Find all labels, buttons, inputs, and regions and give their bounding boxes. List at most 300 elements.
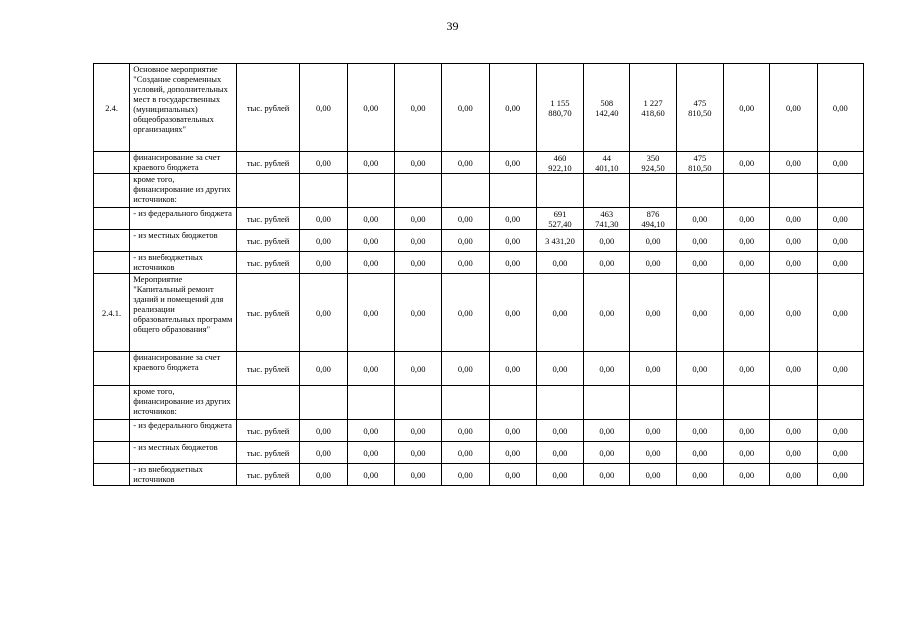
value-cell (770, 230, 817, 252)
value-text: 0,00 (505, 363, 521, 374)
value-cell (584, 352, 630, 386)
table-row (94, 64, 864, 152)
value-cell (300, 230, 347, 252)
value-cell (584, 442, 630, 464)
value-text: 0,00 (645, 235, 661, 246)
value-text: 0,00 (316, 102, 331, 113)
value-cell (347, 230, 394, 252)
value-cell (676, 386, 723, 420)
budget-table (93, 63, 864, 486)
value-cell (770, 386, 817, 420)
value-cell (489, 208, 536, 230)
value-text: 0,00 (786, 102, 801, 113)
row-number-cell: 2.4. (94, 64, 130, 152)
value-cell (442, 230, 489, 252)
value-cell (817, 174, 863, 208)
value-text: 0,00 (832, 425, 848, 436)
value-cell (442, 464, 489, 486)
value-text: 0,00 (599, 469, 615, 480)
value-cell (394, 386, 441, 420)
row-unit-cell (236, 174, 299, 208)
value-cell (536, 208, 583, 230)
value-cell (676, 464, 723, 486)
value-cell (536, 464, 583, 486)
table-row (94, 386, 864, 420)
value-cell (630, 152, 676, 174)
value-text: 0,00 (363, 469, 379, 480)
value-cell (394, 230, 441, 252)
value-cell (584, 174, 630, 208)
value-text: 0,00 (410, 102, 426, 113)
row-unit-cell (236, 386, 299, 420)
value-cell (394, 208, 441, 230)
value-text: 475 810,50 (688, 152, 712, 173)
value-cell (584, 274, 630, 352)
value-cell (300, 352, 347, 386)
value-cell (770, 464, 817, 486)
value-text: 0,00 (505, 469, 521, 480)
value-text: 0,00 (645, 307, 661, 318)
value-cell (442, 352, 489, 386)
value-text: 0,00 (457, 425, 473, 436)
value-cell (347, 442, 394, 464)
value-text: 0,00 (739, 257, 755, 268)
value-text: 0,00 (457, 469, 473, 480)
value-text: 0,00 (552, 307, 568, 318)
row-number-cell (94, 252, 130, 274)
value-cell (442, 420, 489, 442)
value-cell (676, 274, 723, 352)
value-cell (489, 274, 536, 352)
value-cell (536, 64, 583, 152)
value-cell (724, 152, 770, 174)
value-text: 1 227 418,60 (641, 97, 665, 118)
value-text: 0,00 (599, 307, 615, 318)
value-text: 1 155 880,70 (548, 97, 572, 118)
value-text: 0,00 (739, 425, 755, 436)
value-cell (442, 274, 489, 352)
value-text: 0,00 (457, 363, 473, 374)
value-cell (442, 442, 489, 464)
value-text: 0,00 (316, 157, 331, 168)
value-cell (676, 352, 723, 386)
value-cell (676, 252, 723, 274)
value-cell (584, 230, 630, 252)
value-cell (770, 420, 817, 442)
table-row (94, 252, 864, 274)
value-text: 0,00 (739, 363, 755, 374)
value-cell (676, 174, 723, 208)
row-unit-cell: тыс. рублей (236, 464, 299, 486)
value-text: 0,00 (599, 235, 615, 246)
table-row (94, 152, 864, 174)
value-cell (442, 386, 489, 420)
value-cell (536, 152, 583, 174)
value-cell (584, 252, 630, 274)
value-cell (300, 252, 347, 274)
value-cell (489, 442, 536, 464)
value-text: 0,00 (457, 213, 473, 224)
row-unit-cell: тыс. рублей (236, 208, 299, 230)
value-cell (394, 174, 441, 208)
value-text: 0,00 (832, 257, 848, 268)
value-text: 0,00 (552, 257, 568, 268)
value-cell (770, 152, 817, 174)
value-text: 0,00 (552, 363, 568, 374)
row-unit-cell: тыс. рублей (236, 152, 299, 174)
value-cell (442, 208, 489, 230)
value-cell (442, 252, 489, 274)
value-cell (442, 174, 489, 208)
value-cell (489, 174, 536, 208)
value-cell (489, 64, 536, 152)
value-cell (300, 64, 347, 152)
row-number-cell (94, 442, 130, 464)
value-text: 0,00 (786, 235, 801, 246)
value-cell (817, 152, 863, 174)
value-cell (817, 64, 863, 152)
value-text: 0,00 (832, 213, 848, 224)
value-text: 0,00 (692, 469, 708, 480)
value-text: 0,00 (645, 469, 661, 480)
value-text: 0,00 (692, 235, 708, 246)
value-text: 0,00 (505, 235, 521, 246)
value-text: 0,00 (832, 235, 848, 246)
value-text: 0,00 (739, 157, 755, 168)
value-cell (817, 208, 863, 230)
page-number: 39 (446, 19, 459, 33)
value-cell (630, 442, 676, 464)
value-cell (300, 174, 347, 208)
value-text: 0,00 (457, 307, 473, 318)
value-text: 0,00 (552, 425, 568, 436)
value-text: 0,00 (599, 447, 615, 458)
value-cell (536, 252, 583, 274)
value-cell (630, 64, 676, 152)
row-unit-cell: тыс. рублей (236, 230, 299, 252)
table-row (94, 464, 864, 486)
value-cell (300, 208, 347, 230)
value-cell (630, 252, 676, 274)
row-name-cell: кроме того, финансирование из других источников: (130, 386, 237, 420)
row-name-cell: - из внебюджетных источников (130, 252, 237, 274)
value-cell (724, 352, 770, 386)
value-cell (584, 64, 630, 152)
value-cell (300, 274, 347, 352)
value-text: 0,00 (363, 235, 379, 246)
row-unit-cell: тыс. рублей (236, 274, 299, 352)
table-row (94, 230, 864, 252)
row-number-cell (94, 174, 130, 208)
row-name-cell: - из федерального бюджета (130, 420, 237, 442)
value-text: 0,00 (363, 425, 379, 436)
value-text: 0,00 (505, 425, 521, 436)
value-text: 0,00 (410, 363, 426, 374)
value-text: 0,00 (410, 469, 426, 480)
value-cell (347, 64, 394, 152)
row-number-cell: 2.4.1. (94, 274, 130, 352)
value-cell (724, 442, 770, 464)
row-name-cell: - из местных бюджетов (130, 442, 237, 464)
value-cell (817, 442, 863, 464)
table-row (94, 420, 864, 442)
row-number-cell (94, 352, 130, 386)
value-text: 876 494,10 (641, 208, 665, 229)
value-cell (724, 174, 770, 208)
value-text: 475 810,50 (688, 97, 712, 118)
value-text: 0,00 (457, 235, 473, 246)
value-cell (630, 352, 676, 386)
value-text: 0,00 (410, 213, 426, 224)
value-cell (489, 420, 536, 442)
value-text: 0,00 (739, 213, 755, 224)
value-cell (630, 230, 676, 252)
value-cell (817, 274, 863, 352)
value-cell (394, 420, 441, 442)
value-cell (394, 274, 441, 352)
table-row (94, 274, 864, 352)
value-text: 0,00 (505, 213, 521, 224)
value-text: 0,00 (316, 425, 331, 436)
value-text: 0,00 (505, 102, 521, 113)
value-cell (630, 274, 676, 352)
value-text: 0,00 (692, 425, 708, 436)
value-text: 0,00 (316, 307, 331, 318)
value-cell (536, 420, 583, 442)
value-cell (394, 152, 441, 174)
value-text: 0,00 (692, 257, 708, 268)
value-cell (770, 442, 817, 464)
value-cell (347, 420, 394, 442)
value-text: 0,00 (410, 257, 426, 268)
value-cell (536, 442, 583, 464)
value-text: 0,00 (786, 363, 801, 374)
table-row (94, 352, 864, 386)
value-text: 0,00 (363, 363, 379, 374)
value-text: 44 401,10 (595, 152, 619, 173)
row-name-cell: - из местных бюджетов (130, 230, 237, 252)
value-text: 0,00 (692, 363, 708, 374)
row-name-cell: финансирование за счет краевого бюджета (130, 152, 237, 174)
value-cell (300, 420, 347, 442)
value-text: 0,00 (599, 363, 615, 374)
value-cell (347, 386, 394, 420)
value-text: 463 741,30 (595, 208, 619, 229)
value-cell (347, 274, 394, 352)
value-text: 0,00 (645, 425, 661, 436)
value-cell (676, 230, 723, 252)
value-text: 0,00 (316, 213, 331, 224)
value-text: 0,00 (599, 425, 615, 436)
value-text: 0,00 (316, 363, 331, 374)
value-cell (536, 386, 583, 420)
value-cell (817, 420, 863, 442)
value-cell (394, 252, 441, 274)
row-number-cell (94, 420, 130, 442)
value-cell (770, 174, 817, 208)
row-unit-cell: тыс. рублей (236, 420, 299, 442)
value-text: 0,00 (457, 102, 473, 113)
row-name-cell: Основное мероприятие "Создание современных условий, дополнительных мест в государственных (муниципальных) общеобразовательных организациях" (130, 64, 237, 152)
value-cell (300, 386, 347, 420)
row-name-cell: - из федерального бюджета (130, 208, 237, 230)
value-text: 0,00 (316, 257, 331, 268)
value-cell (347, 252, 394, 274)
table-row (94, 208, 864, 230)
value-cell (394, 352, 441, 386)
value-text: 0,00 (645, 257, 661, 268)
value-text: 0,00 (316, 469, 331, 480)
value-cell (770, 252, 817, 274)
row-unit-cell: тыс. рублей (236, 252, 299, 274)
value-cell (300, 152, 347, 174)
value-text: 0,00 (363, 447, 379, 458)
value-cell (347, 208, 394, 230)
value-text: 0,00 (739, 235, 755, 246)
value-text: 0,00 (786, 213, 801, 224)
value-cell (724, 420, 770, 442)
row-name-cell: - из внебюджетных источников (130, 464, 237, 486)
value-cell (347, 152, 394, 174)
row-name-cell: финансирование за счет краевого бюджета (130, 352, 237, 386)
value-cell (347, 464, 394, 486)
value-text: 0,00 (599, 257, 615, 268)
value-cell (724, 230, 770, 252)
value-text: 0,00 (832, 469, 848, 480)
value-text: 0,00 (363, 307, 379, 318)
value-cell (442, 152, 489, 174)
value-cell (724, 274, 770, 352)
value-cell (724, 252, 770, 274)
value-cell (676, 208, 723, 230)
value-text: 0,00 (832, 307, 848, 318)
value-text: 0,00 (739, 307, 755, 318)
value-cell (300, 442, 347, 464)
value-cell (394, 442, 441, 464)
value-text: 0,00 (832, 157, 848, 168)
value-cell (489, 230, 536, 252)
value-text: 0,00 (739, 447, 755, 458)
value-cell (676, 152, 723, 174)
value-text: 0,00 (645, 363, 661, 374)
value-cell (770, 352, 817, 386)
value-text: 0,00 (363, 157, 379, 168)
value-cell (394, 64, 441, 152)
value-text: 0,00 (363, 257, 379, 268)
value-cell (442, 64, 489, 152)
table-body (94, 64, 864, 486)
value-text: 350 924,50 (641, 152, 665, 173)
row-name-cell: Мероприятие "Капитальный ремонт зданий и помещений для реализации образовательных программ общего образования" (130, 274, 237, 352)
value-text: 0,00 (692, 447, 708, 458)
value-text: 0,00 (410, 235, 426, 246)
value-text: 0,00 (363, 102, 379, 113)
table-row (94, 442, 864, 464)
value-text: 0,00 (786, 157, 801, 168)
row-number-cell (94, 464, 130, 486)
value-cell (489, 352, 536, 386)
value-cell (630, 386, 676, 420)
row-unit-cell: тыс. рублей (236, 352, 299, 386)
value-text: 0,00 (505, 447, 521, 458)
value-cell (347, 352, 394, 386)
value-cell (584, 464, 630, 486)
value-text: 0,00 (786, 425, 801, 436)
value-text: 0,00 (786, 447, 801, 458)
value-cell (584, 386, 630, 420)
value-cell (489, 386, 536, 420)
row-number-cell (94, 386, 130, 420)
value-cell (536, 174, 583, 208)
value-text: 0,00 (457, 157, 473, 168)
row-unit-cell: тыс. рублей (236, 64, 299, 152)
value-text: 0,00 (410, 307, 426, 318)
value-cell (817, 352, 863, 386)
value-cell (817, 230, 863, 252)
value-text: 0,00 (832, 102, 848, 113)
value-cell (584, 208, 630, 230)
value-cell (724, 386, 770, 420)
value-cell (489, 252, 536, 274)
table-row (94, 174, 864, 208)
value-cell (394, 464, 441, 486)
value-cell (817, 252, 863, 274)
value-cell (584, 420, 630, 442)
value-cell (489, 152, 536, 174)
value-cell (770, 274, 817, 352)
value-text: 0,00 (410, 425, 426, 436)
value-cell (676, 442, 723, 464)
value-cell (724, 464, 770, 486)
value-cell (770, 64, 817, 152)
value-text: 0,00 (692, 307, 708, 318)
value-cell (676, 420, 723, 442)
value-text: 0,00 (552, 469, 568, 480)
value-cell (630, 208, 676, 230)
value-cell (584, 152, 630, 174)
value-text: 0,00 (832, 363, 848, 374)
value-cell (630, 174, 676, 208)
value-cell (724, 208, 770, 230)
value-text: 0,00 (316, 447, 331, 458)
value-text: 0,00 (692, 213, 708, 224)
value-cell (724, 64, 770, 152)
value-text: 0,00 (552, 447, 568, 458)
value-cell (489, 464, 536, 486)
value-cell (536, 274, 583, 352)
row-unit-cell: тыс. рублей (236, 442, 299, 464)
value-text: 0,00 (505, 157, 521, 168)
value-text: 0,00 (786, 307, 801, 318)
value-text: 0,00 (363, 213, 379, 224)
value-cell (817, 386, 863, 420)
row-number-cell (94, 208, 130, 230)
value-text: 0,00 (832, 447, 848, 458)
value-cell (676, 64, 723, 152)
value-cell (347, 174, 394, 208)
value-cell (630, 464, 676, 486)
value-text: 691 527,40 (548, 208, 572, 229)
value-text: 0,00 (505, 257, 521, 268)
value-text: 0,00 (739, 469, 755, 480)
value-cell (817, 464, 863, 486)
value-text: 0,00 (316, 235, 331, 246)
value-cell (630, 420, 676, 442)
value-text: 0,00 (505, 307, 521, 318)
value-text: 0,00 (457, 257, 473, 268)
value-text: 508 142,40 (595, 97, 619, 118)
value-text: 0,00 (645, 447, 661, 458)
